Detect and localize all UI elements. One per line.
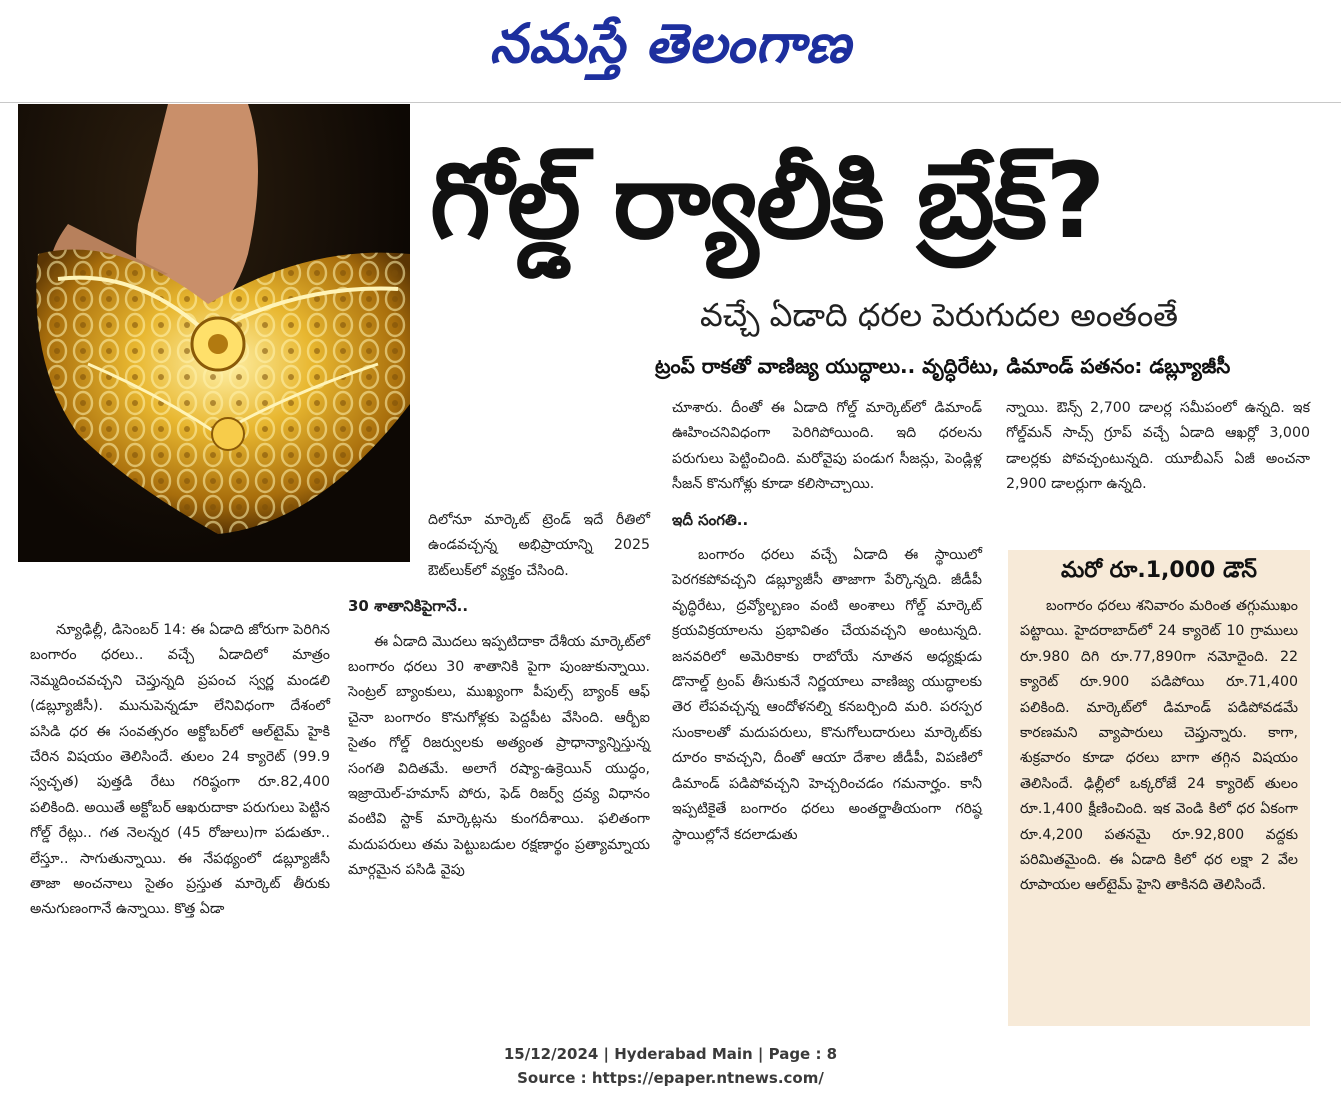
sidebar-box-title: మరో రూ.1,000 డౌన్ [1061, 558, 1257, 583]
source-link[interactable]: Source : https://epaper.ntnews.com/ [517, 1069, 824, 1087]
article-paragraph: న్యూఢిల్లీ, డిసెంబర్ 14: ఈ ఏడాది జోరుగా పెరిగిన బంగారం ధరలు.. వచ్చే ఏడాదిలో మాత్రం నెమ్మదించవచ్చని చెప్తున్నది ప్రపంచ స్వర్ణ మండలి (డబ్ల్యూజీసీ). మునుపెన్నడూ లేనివిధంగా దేశంలో పసిడి ధర ఈ సంవత్సరం అక్టోబర్‌లో ఆల్‌టైమ్ హైకి చేరిన విషయం తెలిసిందే. తులం 24 క్యారెట్ (99.9 స్వచ్ఛత) పుత్తడి రేటు గరిష్ఠంగా రూ.82,400 పలికింది. అయితే అక్టోబర్ ఆఖరుదాకా పరుగులు పెట్టిన గోల్డ్ రేట్లు.. గత నెలన్నర (45 రోజులు)గా పడుతూ.. లేస్తూ.. సాగుతున్నాయి. ఈ నేపథ్యంలో డబ్ల్యూజీసీ తాజా అంచనాలు సైతం ప్రస్తుత మార్కెట్ తీరుకు అనుగుణంగానే ఉన్నాయి. కొత్త ఏడా [30, 622, 330, 918]
article-paragraph: న్నాయి. ఔన్స్ 2,700 డాలర్ల సమీపంలో ఉన్నది. ఇక గోల్డ్‌మన్ సాచ్స్ గ్రూప్ వచ్చే ఏడాది ఆఖర్లో 3,000 డాలర్లకు పోవచ్చంటున్నది. యూబీఎస్ ఏజీ అంచనా 2,900 డాలర్లుగా ఉన్నది. [1006, 400, 1310, 493]
masthead-divider [0, 102, 1341, 103]
article-column-2 [348, 508, 650, 894]
headline: గోల్డ్ ర్యాలీకి బ్రేక్? [430, 140, 1104, 262]
subheadline: వచ్చే ఏడాది ధరల పెరుగుదల అంతంతే [700, 296, 1179, 334]
section-heading: ఇదీ సంగతి.. [672, 510, 749, 529]
masthead-logo: నమస్తే తెలంగాణ [489, 11, 852, 75]
gold-necklace-illustration [18, 104, 410, 562]
article-paragraph: ఈ ఏడాది మొదలు ఇప్పటిదాకా దేశీయ మార్కెట్‌లో బంగారం ధరలు 30 శాతానికి పైగా పుంజుకున్నాయి. సెంట్రల్ బ్యాంకులు, ముఖ్యంగా పీపుల్స్ బ్యాంక్ ఆఫ్ చైనా బంగారం కొనుగోళ్లకు పెద్దపీట వేసింది. ఆర్బీఐ సైతం గోల్డ్ రిజర్వులకు అత్యంత ప్రాధాన్యాన్నిస్తున్న సంగతి విదితమే. అలాగే రష్యా-ఉక్రెయిన్ యుద్ధం, ఇజ్రాయెల్-హమాస్ పోరు, ఫెడ్ రిజర్వ్ ద్రవ్య విధానం వంటివి స్టాక్ మార్కెట్లను కుంగదీశాయి. ఫలితంగా మదుపరులు తమ పెట్టుబడుల రక్షణార్థం ప్రత్యామ్నాయ మార్గమైన పసిడి వైపు [348, 633, 650, 879]
kicker: ట్రంప్ రాకతో వాణిజ్య యుద్ధాలు.. వృద్ధిరేటు, డిమాండ్ పతనం: డబ్ల్యూజీసీ [655, 354, 1231, 378]
article-paragraph: దిలోనూ మార్కెట్ ట్రెండ్ ఇదే రీతిలో ఉండవచ్చన్న అభిప్రాయాన్ని 2025 ఔట్‌లుక్‌లో వ్యక్తం చేసింది. [428, 512, 650, 579]
sidebar-box-body [1020, 594, 1298, 899]
article-paragraph: బంగారం ధరలు వచ్చే ఏడాది ఈ స్థాయిలో పెరగకపోవచ్చని డబ్ల్యూజీసీ తాజాగా పేర్కొన్నది. జీడీపీ వృద్ధిరేటు, ద్రవ్యోల్బణం వంటి అంశాలు గోల్డ్ మార్కెట్ క్రయవిక్రయాలను ప్రభావితం చేయవచ్చని అంటున్నది. జనవరిలో అమెరికాకు రాబోయే నూతన అధ్యక్షుడు డొనాల్డ్ ట్రంప్ తీసుకునే నిర్ణయాలు వాణిజ్య యుద్ధాలకు తెర లేపవచ్చన్న ఆందోళనల్ని కనబర్చింది మరి. పరస్పర సుంకాలతో మదుపరులు, కొనుగోలుదారులు మార్కెట్‌కు దూరం కావచ్చని, దీంతో ఆయా దేశాల జీడీపీ, విపణిలో డిమాండ్ పడిపోవచ్చని హెచ్చరించడం గమనార్హం. కానీ ఇప్పటికైతే బంగారం ధరలు అంతర్జాతీయంగా గరిష్ఠ స్థాయిల్లోనే కదలాడుతు [672, 547, 982, 843]
page-footer [0, 1042, 1341, 1090]
gold-jewellery-photo [18, 104, 410, 562]
article-column-4 [1006, 396, 1310, 508]
section-heading: 30 శాతానికిపైగానే.. [348, 597, 469, 616]
masthead [0, 0, 1341, 100]
edition-info: 15/12/2024 | Hyderabad Main | Page : 8 [503, 1045, 838, 1063]
article-column-3 [672, 396, 982, 858]
article-paragraph: చూశారు. దీంతో ఈ ఏడాది గోల్డ్ మార్కెట్‌లో డిమాండ్ ఊహించనివిధంగా పెరిగిపోయింది. ఇది ధరలను పరుగులు పెట్టించింది. మరోవైపు పండుగ సీజన్లు, పెండ్లిళ్ల సీజన్ కొనుగోళ్లు కూడా కలిసొచ్చాయి. [672, 400, 982, 493]
article-paragraph: బంగారం ధరలు శనివారం మరింత తగ్గుముఖం పట్టాయి. హైదరాబాద్‌లో 24 క్యారెట్ 10 గ్రాములు రూ.980 దిగి రూ.77,890గా నమోదైంది. 22 క్యారెట్ రూ.900 పడిపోయి రూ.71,400 పలికింది. మార్కెట్‌లో డిమాండ్ పడిపోవడమే కారణమని వ్యాపారులు చెప్తున్నారు. కాగా, శుక్రవారం కూడా ధరలు బాగా తగ్గిన విషయం తెలిసిందే. ఢిల్లీలో ఒక్కరోజే 24 క్యారెట్ తులం రూ.1,400 క్షీణించింది. ఇక వెండి కిలో ధర ఏకంగా రూ.4,200 పతనమై రూ.92,800 వద్దకు పరిమితమైంది. ఈ ఏడాది కిలో ధర లక్షా 2 వేల రూపాయల ఆల్‌టైమ్ హైని తాకినది తెలిసిందే. [1020, 598, 1298, 894]
article-column-1 [30, 618, 330, 933]
price-sidebar-box [1008, 550, 1310, 1026]
